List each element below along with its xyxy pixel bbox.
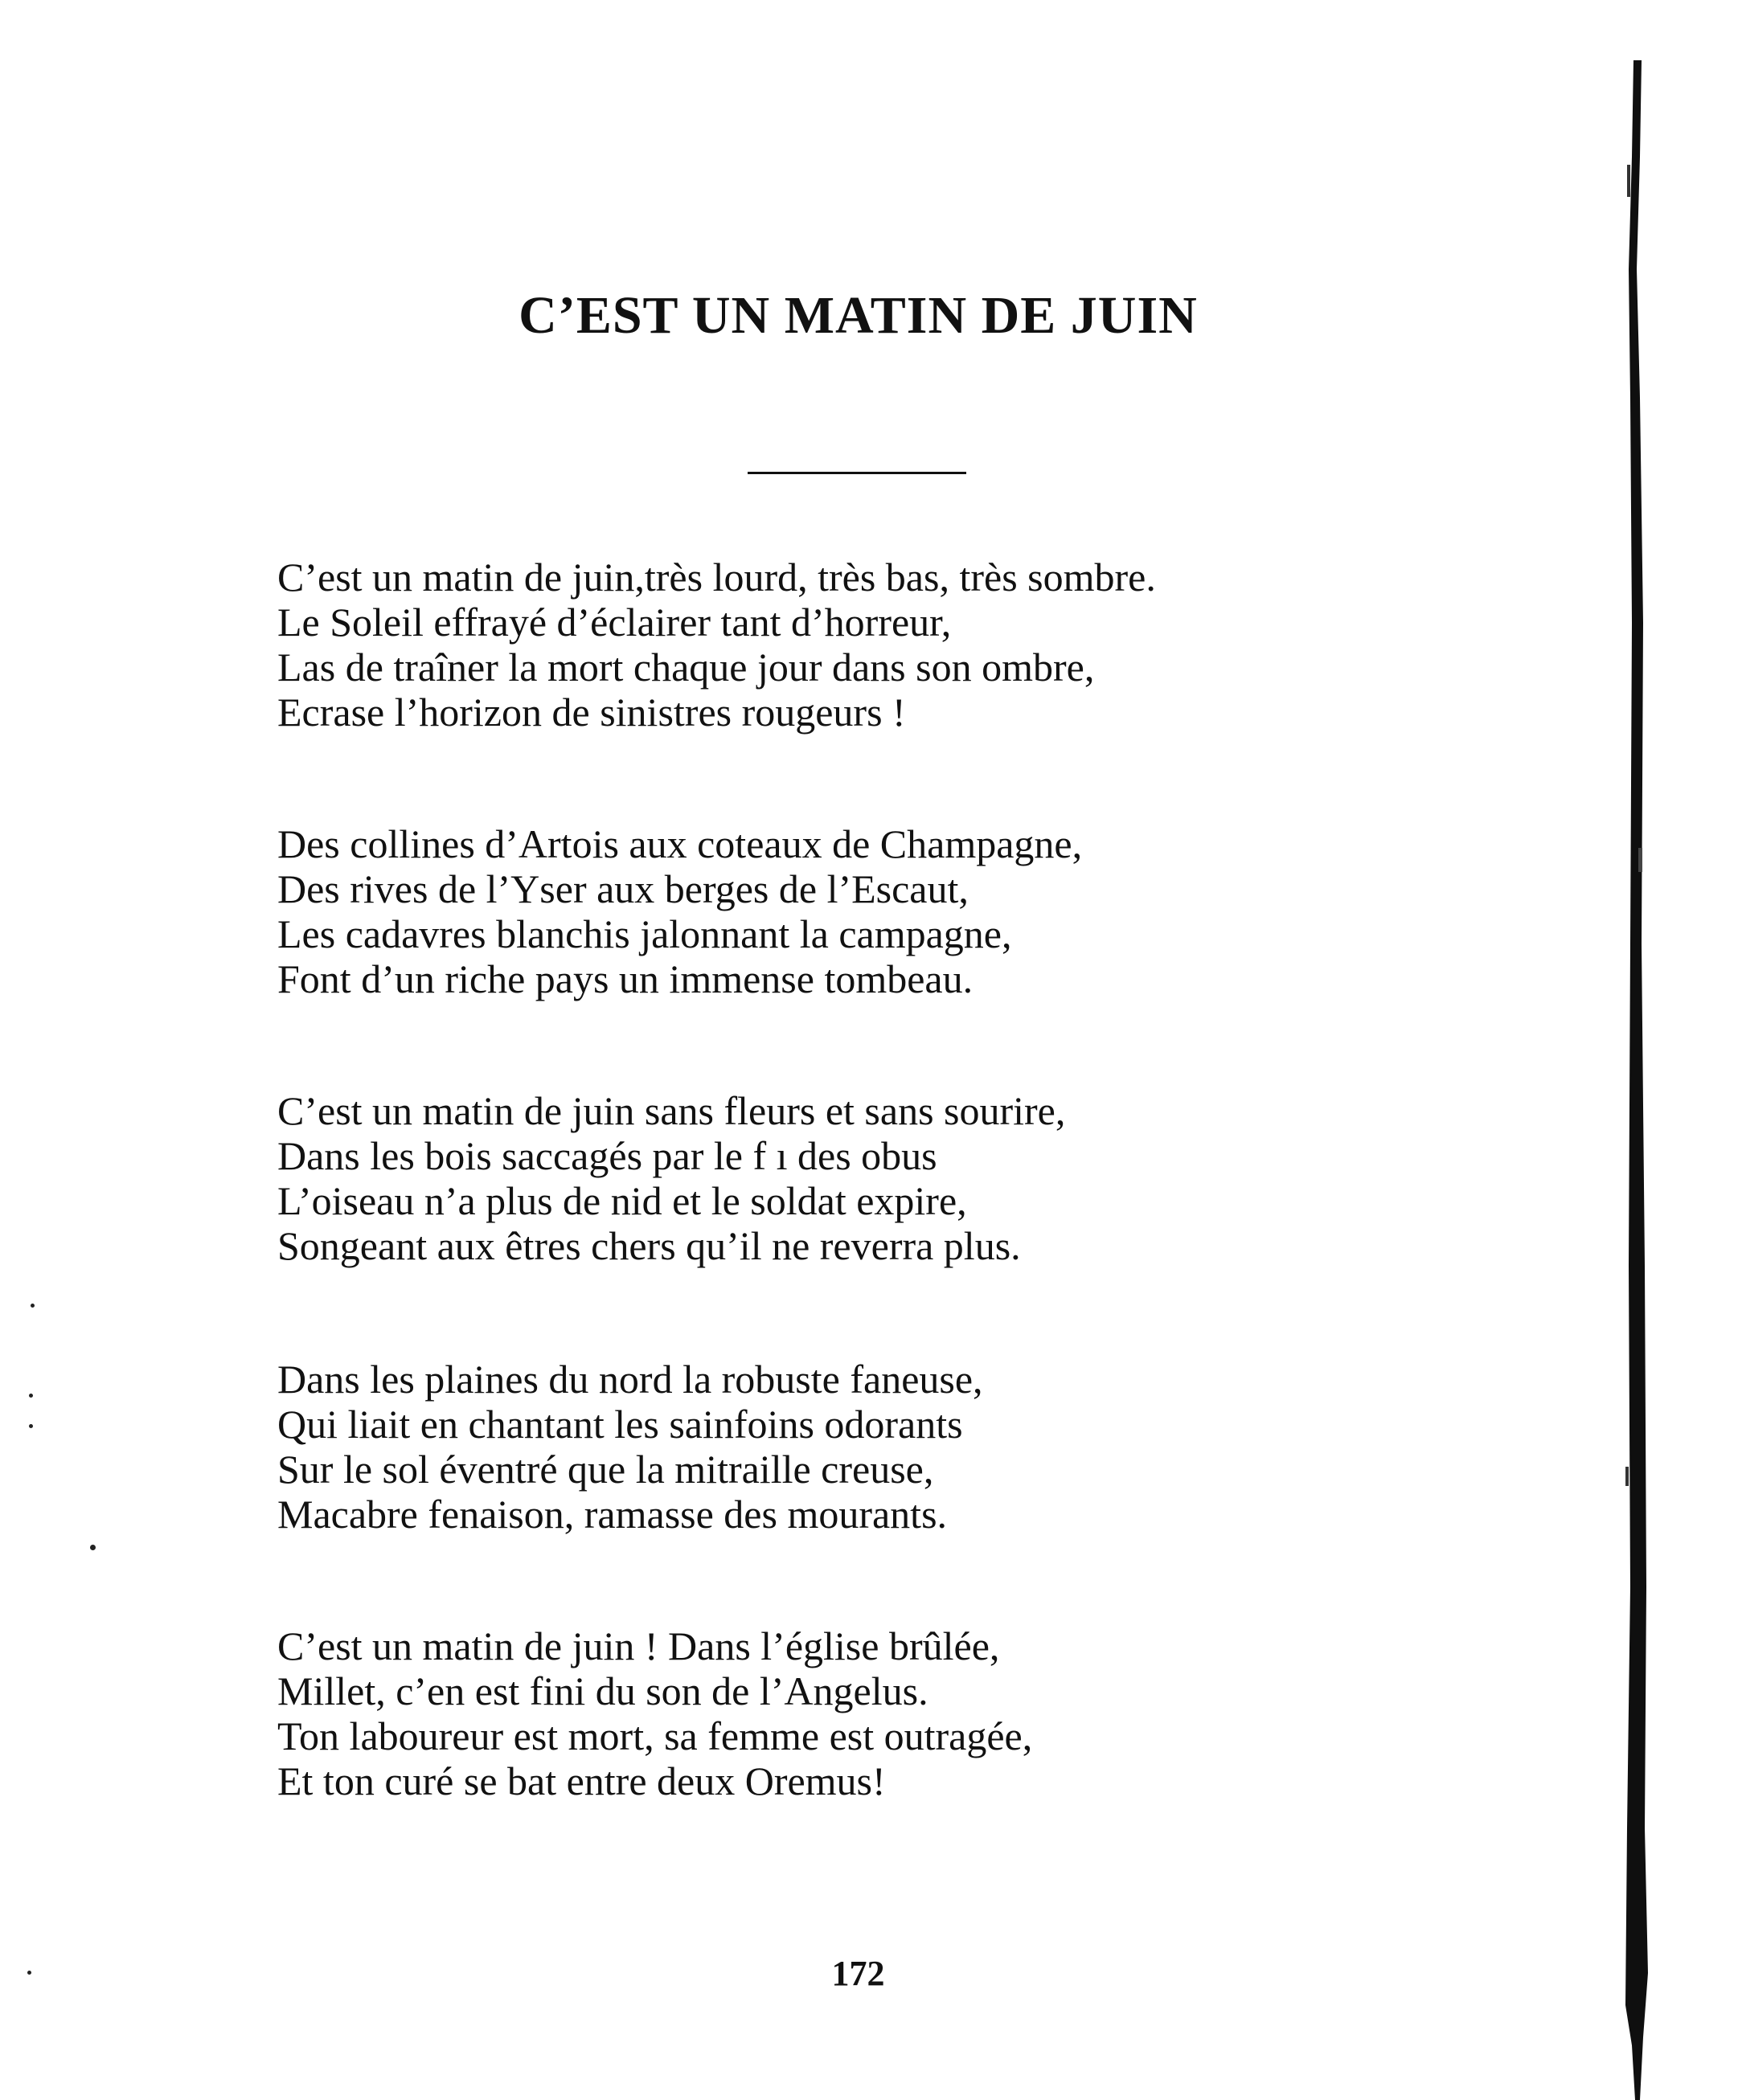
verse-line: Dans les bois saccagés par le f ı des obus xyxy=(277,1133,937,1178)
scan-speck xyxy=(27,1971,31,1975)
stanza-3 xyxy=(277,1088,1483,1268)
verse-line: Sur le sol éventré que la mitraille creuse, xyxy=(277,1447,934,1492)
stanza-2 xyxy=(277,821,1483,1001)
verse-line: Dans les plaines du nord la robuste faneuse, xyxy=(277,1357,983,1402)
stanza-4 xyxy=(277,1357,1483,1537)
scanned-binding-edge xyxy=(1616,60,1653,2100)
verse-line: Font d’un riche pays un immense tombeau. xyxy=(277,956,974,1001)
verse-line: Qui liait en chantant les sainfoins odorants xyxy=(277,1402,963,1447)
verse-line: Millet, c’en est fini du son de l’Angelus. xyxy=(277,1668,928,1713)
verse-line: C’est un matin de juin ! Dans l’église brûlée, xyxy=(277,1623,1000,1668)
stanza-5 xyxy=(277,1623,1483,1803)
scan-speck xyxy=(90,1545,96,1550)
stanza-1 xyxy=(277,555,1483,735)
verse-line: Macabre fenaison, ramasse des mourants. xyxy=(277,1492,948,1537)
page-number: 172 xyxy=(831,1954,885,1993)
verse-line: Ton laboureur est mort, sa femme est outragée, xyxy=(277,1713,1033,1758)
title-divider xyxy=(748,472,966,474)
verse-line: Et ton curé se bat entre deux Oremus! xyxy=(277,1758,886,1803)
scan-speck xyxy=(29,1394,33,1398)
verse-line: Les cadavres blanchis jalonnant la campagne, xyxy=(277,911,1012,956)
verse-line: Las de traîner la mort chaque jour dans son ombre, xyxy=(277,645,1095,690)
verse-line: L’oiseau n’a plus de nid et le soldat expire, xyxy=(277,1178,967,1223)
poem-title: C’EST UN MATIN DE JUIN xyxy=(519,286,1198,345)
scan-speck xyxy=(29,1424,33,1428)
verse-line: Songeant aux êtres chers qu’il ne reverra plus. xyxy=(277,1223,1021,1268)
scan-speck xyxy=(31,1304,35,1308)
verse-line: C’est un matin de juin,très lourd, très bas, très sombre. xyxy=(277,555,1156,600)
verse-line: Le Soleil effrayé d’éclairer tant d’horreur, xyxy=(277,600,952,645)
verse-line: Des collines d’Artois aux coteaux de Champagne, xyxy=(277,821,1083,866)
verse-line: Des rives de l’Yser aux berges de l’Escaut, xyxy=(277,866,969,911)
verse-line: Ecrase l’horizon de sinistres rougeurs ! xyxy=(277,690,906,735)
verse-line: C’est un matin de juin sans fleurs et sans sourire, xyxy=(277,1088,1066,1133)
